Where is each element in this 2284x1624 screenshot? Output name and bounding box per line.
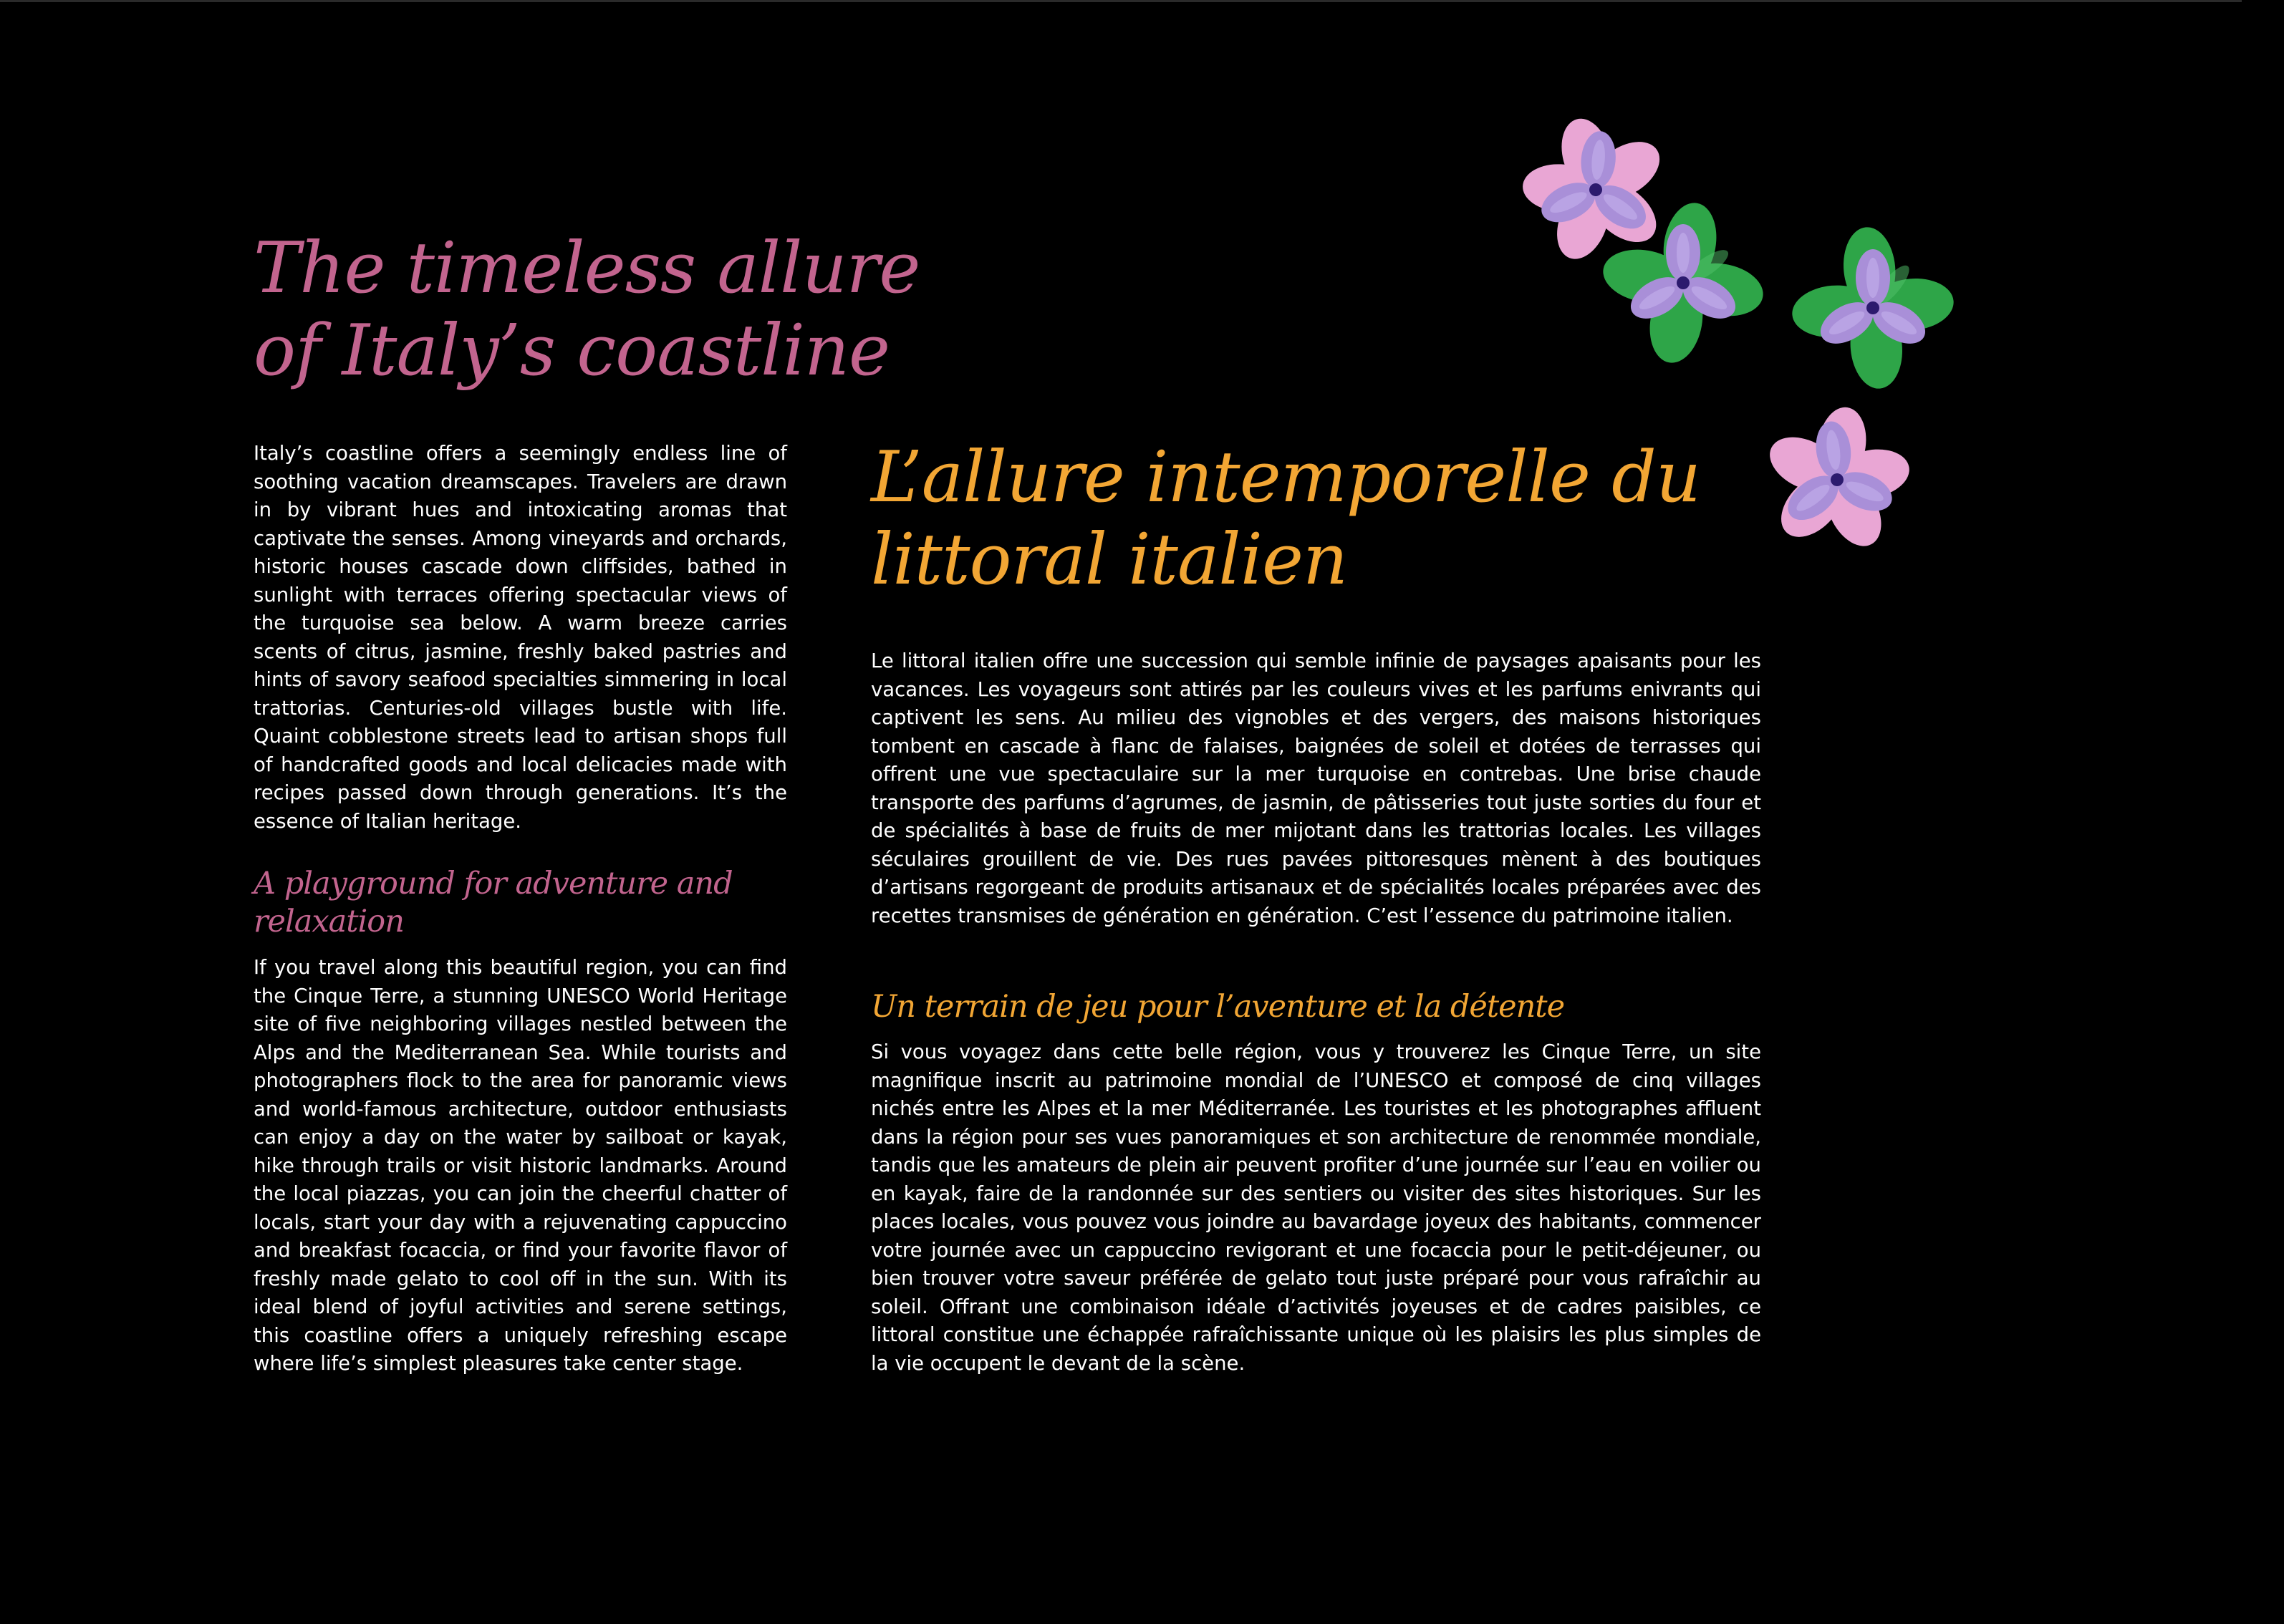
english-subtitle: A playground for adventure and relaxation <box>254 866 733 939</box>
english-title: The timeless allure of Italy’s coastline <box>254 228 920 392</box>
flower-cluster-icon <box>1511 115 1970 616</box>
french-subtitle: Un terrain de jeu pour l’aventure et la détente <box>871 989 1565 1025</box>
top-divider <box>0 0 2242 2</box>
french-intro-paragraph: Le littoral italien offre une succession qui semble infinie de paysages apaisants pour les vacances. Les voyageurs sont attirés par les couleurs vives et les parfums enivrants qui captivent les sens. Au milieu des vignobles et des vergers, des maisons historiques tombent en cascade à flanc de falaises, baignées de soleil et dotées de terrasses qui offrent une vue spectaculaire sur la mer turquoise en contrebas. Une brise chaude transporte des parfums d’agrumes, de jasmin, de pâtisseries tout juste sorties du four et de spécialités à base de fruits de mer mijotant dans les trattorias locales. Les villages séculaires grouillent de vie. Des rues pavées pittoresques mènent à des boutiques d’artisans regorgeant de produits artisanaux et de spécialités locales préparées avec des recettes transmises de génération en génération. C’est l’essence du patrimoine italien. <box>871 649 1761 927</box>
english-intro-paragraph: Italy’s coastline offers a seemingly endless line of soothing vacation dreamscapes. Travelers are drawn in by vibrant hues and intoxicating aromas that captivate the senses. Among vineyards and orchards, historic houses cascade down cliffsides, bathed in sunlight with terraces offering spectacular views of the turquoise sea below. A warm breeze carries scents of citrus, jasmine, freshly baked pastries and hints of savory seafood specialties simmering in local trattorias. Centuries-old villages bustle with life. Quaint cobblestone streets lead to artisan shops full of handcrafted goods and local delicacies made with recipes passed down through generations. It’s the essence of Italian heritage. <box>254 442 787 833</box>
french-body-paragraph: Si vous voyagez dans cette belle région, vous y trouverez les Cinque Terre, un site magnifique inscrit au patrimoine mondial de l’UNESCO et composé de cinq villages nichés entre les Alpes et la mer Méditerranée. Les touristes et les photographes affluent dans la région pour ses vues panoramiques et son architecture de renommée mondiale, tandis que les amateurs de plein air peuvent profiter d’une journée sur l’eau en voilier ou en kayak, faire de la randonnée sur des sentiers ou visiter des sites historiques. Sur les places locales, vous pouvez vous joindre au bavardage joyeux des habitants, commencer votre journée avec un cappuccino revigorant et une focaccia pour le petit-déjeuner, ou bien trouver votre saveur préférée de gelato tout juste préparé pour vous rafraîchir au soleil. Offrant une combinaison idéale d’activités joyeuses et de cadres paisibles, ce littoral constitue une échappée rafraîchissante unique où les plaisirs les plus simples de la vie occupent le devant de la scène. <box>871 1040 1761 1375</box>
english-body-paragraph: If you travel along this beautiful region, you can find the Cinque Terre, a stunning UNESCO World Heritage site of five neighboring villages nestled between the Alps and the Mediterranean Sea. While tourists and photographers flock to the area for panoramic views and world-famous architecture, outdoor enthusiasts can enjoy a day on the water by sailboat or kayak, hike through trails or visit historic landmarks. Around the local piazzas, you can join the cheerful chatter of locals, start your day with a rejuvenating cappuccino and breakfast focaccia, or find your favorite flavor of freshly made gelato to cool off in the sun. With its ideal blend of joyful activities and serene settings, this coastline offers a uniquely refreshing escape where life’s simplest pleasures take center stage. <box>254 956 787 1375</box>
french-title: L’allure intemporelle du littoral italien <box>871 437 1700 601</box>
